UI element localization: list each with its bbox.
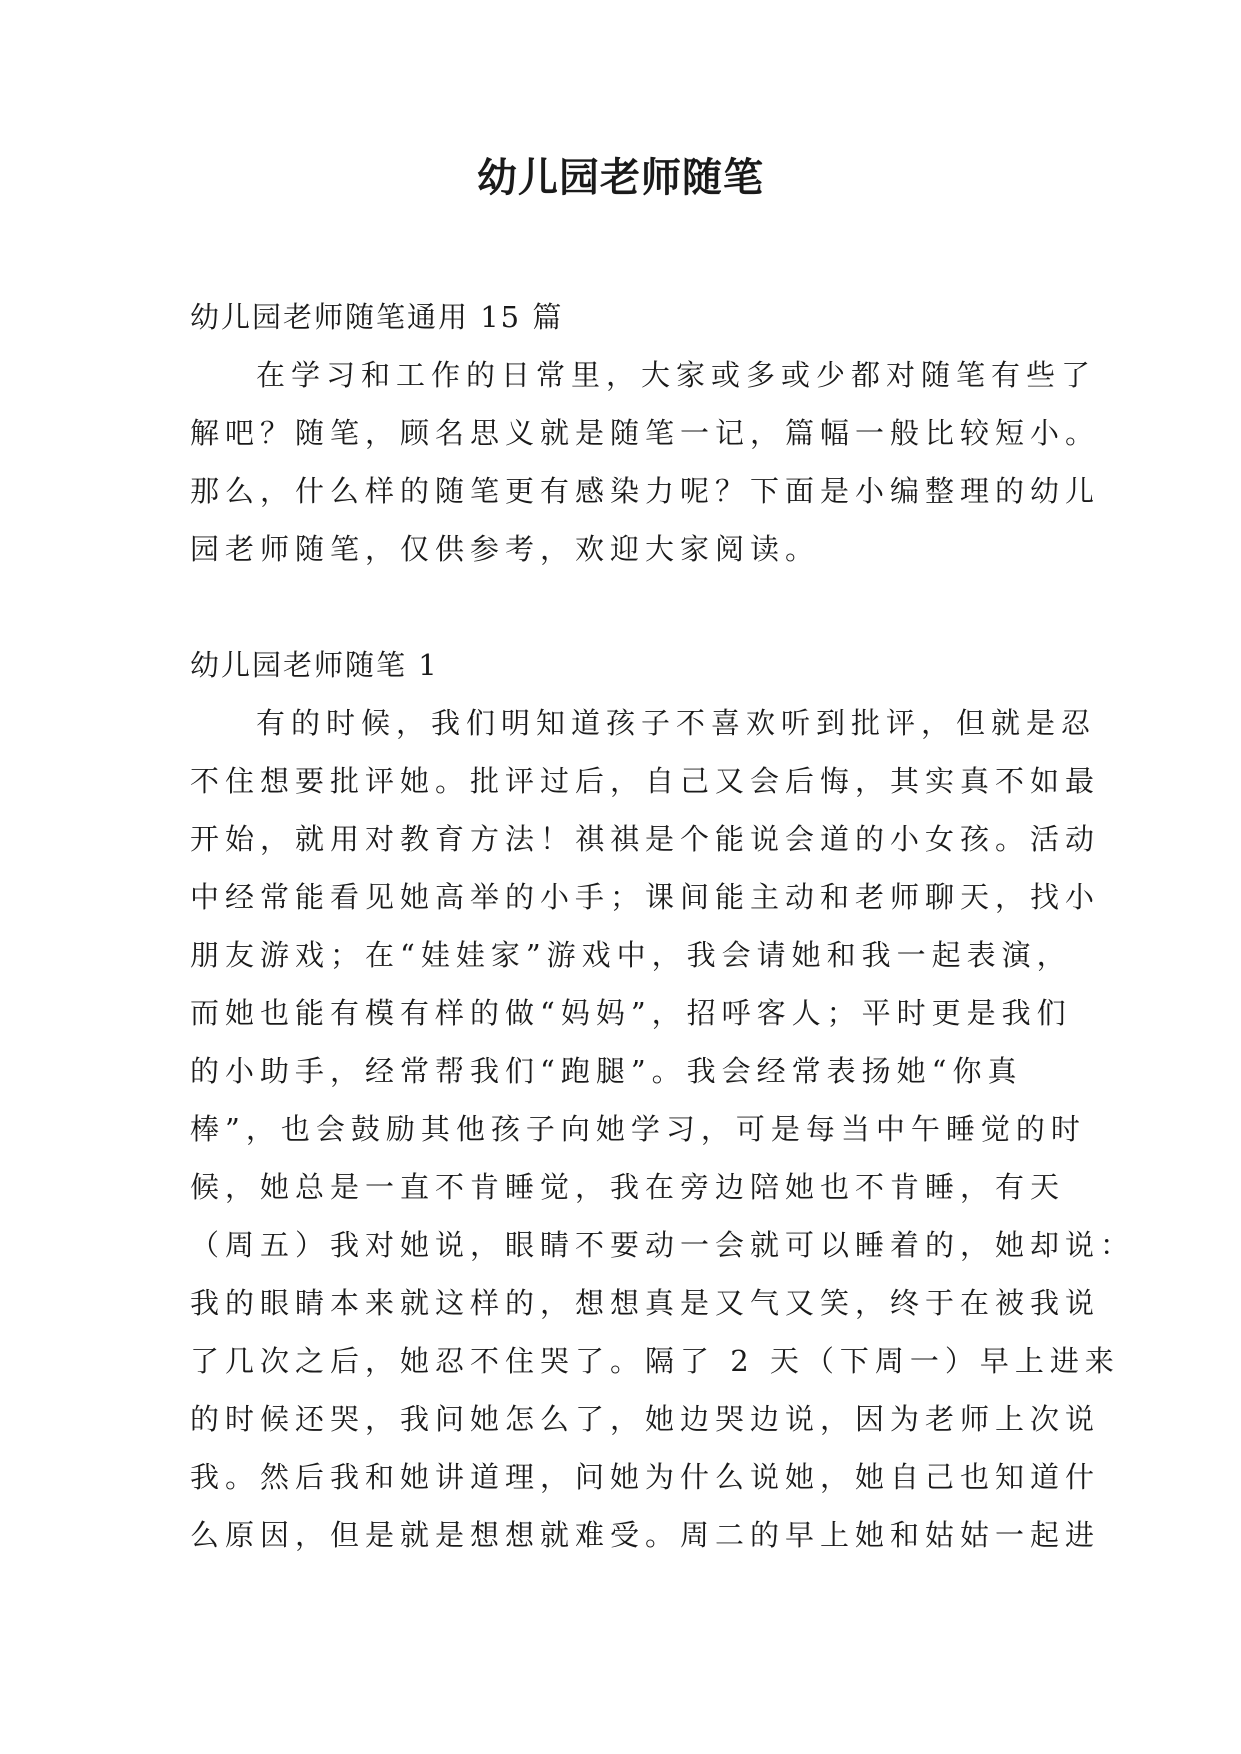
paragraph-line: 我的眼睛本来就这样的，想想真是又气又笑，终于在被我说 bbox=[190, 1286, 1101, 1320]
paragraph-line: 我。然后我和她讲道理，问她为什么说她，她自己也知道什 bbox=[190, 1460, 1101, 1494]
paragraph-line: 了几次之后，她忍不住哭了。隔了 2 天（下周一）早上进来 bbox=[190, 1344, 1120, 1378]
paragraph-line: 的小助手，经常帮我们“跑腿”。我会经常表扬她“你真 bbox=[190, 1054, 1023, 1088]
paragraph-line: 的时候还哭，我问她怎么了，她边哭边说，因为老师上次说 bbox=[190, 1402, 1101, 1436]
paragraph-line: 在学习和工作的日常里，大家或多或少都对随笔有些了 bbox=[256, 358, 1097, 392]
paragraph-line: 解吧？随笔，顾名思义就是随笔一记，篇幅一般比较短小。 bbox=[190, 416, 1101, 450]
paragraph-line: 么原因，但是就是想想就难受。周二的早上她和姑姑一起进 bbox=[190, 1518, 1101, 1552]
paragraph-spacer bbox=[190, 578, 1056, 636]
intro-paragraph bbox=[190, 346, 1101, 578]
document-body bbox=[190, 288, 1136, 1564]
paragraph-line: 中经常能看见她高举的小手；课间能主动和老师聊天，找小 bbox=[190, 880, 1101, 914]
paragraph-line: 园老师随笔，仅供参考，欢迎大家阅读。 bbox=[190, 532, 821, 566]
section-heading: 幼儿园老师随笔 1 bbox=[190, 648, 439, 682]
document-title: 幼儿园老师随笔 bbox=[477, 154, 764, 201]
paragraph-line: 开始，就用对教育方法！祺祺是个能说会道的小女孩。活动 bbox=[190, 822, 1101, 856]
document-subtitle: 幼儿园老师随笔通用 15 篇 bbox=[190, 300, 564, 334]
paragraph-line: 有的时候，我们明知道孩子不喜欢听到批评，但就是忍 bbox=[256, 706, 1097, 740]
paragraph-line: 朋友游戏；在“娃娃家”游戏中，我会请她和我一起表演， bbox=[190, 938, 1072, 972]
section-paragraph bbox=[190, 694, 1136, 1564]
paragraph-line: 不住想要批评她。批评过后，自己又会后悔，其实真不如最 bbox=[190, 764, 1101, 798]
paragraph-line: 棒”，也会鼓励其他孩子向她学习，可是每当中午睡觉的时 bbox=[190, 1112, 1086, 1146]
paragraph-line: 候，她总是一直不肯睡觉，我在旁边陪她也不肯睡，有天 bbox=[190, 1170, 1066, 1204]
paragraph-line: （周五）我对她说，眼睛不要动一会就可以睡着的，她却说： bbox=[190, 1228, 1136, 1262]
paragraph-line: 而她也能有模有样的做“妈妈”，招呼客人；平时更是我们 bbox=[190, 996, 1072, 1030]
paragraph-line: 那么，什么样的随笔更有感染力呢？下面是小编整理的幼儿 bbox=[190, 474, 1101, 508]
